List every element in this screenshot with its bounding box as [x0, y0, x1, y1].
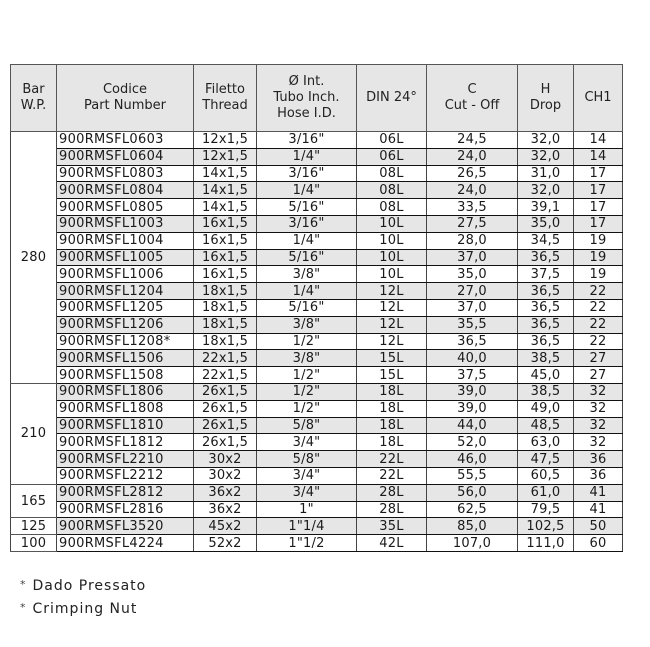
cell-ch1: 17: [574, 215, 623, 232]
cell-din: 35L: [357, 518, 427, 535]
cell-part-number: 900RMSFL1508: [57, 367, 194, 384]
cell-thread: 30x2: [194, 451, 257, 468]
cell-ch1: 22: [574, 283, 623, 300]
cell-drop: 79,5: [518, 501, 574, 518]
cell-ch1: 22: [574, 299, 623, 316]
cell-cut-off: 85,0: [427, 518, 518, 535]
cell-part-number: 900RMSFL0804: [57, 182, 194, 199]
cell-ch1: 27: [574, 367, 623, 384]
cell-cut-off: 27,5: [427, 215, 518, 232]
table-body: [11, 132, 623, 552]
cell-drop: 102,5: [518, 518, 574, 535]
cell-cut-off: 37,5: [427, 367, 518, 384]
cell-cut-off: 26,5: [427, 165, 518, 182]
cell-part-number: 900RMSFL2210: [57, 451, 194, 468]
cell-cut-off: 46,0: [427, 451, 518, 468]
cell-part-number: 900RMSFL2816: [57, 501, 194, 518]
cell-ch1: 27: [574, 350, 623, 367]
cell-hose-id: 5/16": [257, 199, 357, 216]
cell-thread: 18x1,5: [194, 299, 257, 316]
cell-din: 08L: [357, 165, 427, 182]
cell-drop: 36,5: [518, 249, 574, 266]
cell-part-number: 900RMSFL1808: [57, 400, 194, 417]
cell-hose-id: 3/8": [257, 350, 357, 367]
header-hose-id: Ø Int. Tubo Inch. Hose I.D.: [257, 65, 357, 132]
table-row: [11, 299, 623, 316]
cell-cut-off: 37,0: [427, 249, 518, 266]
cell-drop: 35,0: [518, 215, 574, 232]
cell-part-number: 900RMSFL1208*: [57, 333, 194, 350]
cell-cut-off: 24,0: [427, 182, 518, 199]
cell-hose-id: 3/16": [257, 132, 357, 149]
cell-drop: 36,5: [518, 299, 574, 316]
cell-ch1: 32: [574, 434, 623, 451]
cell-din: 10L: [357, 215, 427, 232]
cell-cut-off: 39,0: [427, 383, 518, 400]
cell-din: 12L: [357, 283, 427, 300]
table-header-row: [11, 65, 623, 132]
table-row: [11, 467, 623, 484]
cell-din: 15L: [357, 350, 427, 367]
cell-part-number: 900RMSFL1206: [57, 316, 194, 333]
header-cut-off: C Cut - Off: [427, 65, 518, 132]
cell-thread: 52x2: [194, 535, 257, 552]
cell-cut-off: 35,5: [427, 316, 518, 333]
cell-drop: 38,5: [518, 350, 574, 367]
cell-cut-off: 37,0: [427, 299, 518, 316]
cell-drop: 60,5: [518, 467, 574, 484]
cell-din: 06L: [357, 132, 427, 149]
cell-part-number: 900RMSFL1205: [57, 299, 194, 316]
cell-thread: 22x1,5: [194, 350, 257, 367]
cell-ch1: 41: [574, 484, 623, 501]
cell-ch1: 17: [574, 199, 623, 216]
cell-thread: 18x1,5: [194, 283, 257, 300]
cell-cut-off: 44,0: [427, 417, 518, 434]
table-row: [11, 148, 623, 165]
table-row: [11, 316, 623, 333]
cell-thread: 14x1,5: [194, 165, 257, 182]
cell-drop: 111,0: [518, 535, 574, 552]
cell-thread: 14x1,5: [194, 182, 257, 199]
header-thread: Filetto Thread: [194, 65, 257, 132]
cell-thread: 22x1,5: [194, 367, 257, 384]
cell-drop: 36,5: [518, 333, 574, 350]
cell-thread: 12x1,5: [194, 148, 257, 165]
cell-thread: 45x2: [194, 518, 257, 535]
cell-hose-id: 3/4": [257, 484, 357, 501]
cell-part-number: 900RMSFL1004: [57, 232, 194, 249]
cell-thread: 16x1,5: [194, 232, 257, 249]
table-row: [11, 232, 623, 249]
table-row: [11, 249, 623, 266]
cell-hose-id: 1/2": [257, 333, 357, 350]
cell-din: 15L: [357, 367, 427, 384]
cell-cut-off: 24,5: [427, 132, 518, 149]
cell-drop: 36,5: [518, 283, 574, 300]
cell-ch1: 22: [574, 333, 623, 350]
table-row: [11, 165, 623, 182]
cell-ch1: 36: [574, 451, 623, 468]
cell-din: 28L: [357, 484, 427, 501]
cell-din: 22L: [357, 451, 427, 468]
cell-hose-id: 1/4": [257, 232, 357, 249]
table-row: [11, 501, 623, 518]
cell-part-number: 900RMSFL2212: [57, 467, 194, 484]
cell-part-number: 900RMSFL1005: [57, 249, 194, 266]
table-row: [11, 350, 623, 367]
cell-cut-off: 56,0: [427, 484, 518, 501]
cell-hose-id: 5/16": [257, 249, 357, 266]
cell-part-number: 900RMSFL4224: [57, 535, 194, 552]
table-row: [11, 132, 623, 149]
cell-cut-off: 24,0: [427, 148, 518, 165]
cell-din: 08L: [357, 182, 427, 199]
cell-din: 12L: [357, 333, 427, 350]
cell-part-number: 900RMSFL0603: [57, 132, 194, 149]
cell-din: 18L: [357, 417, 427, 434]
cell-drop: 31,0: [518, 165, 574, 182]
cell-ch1: 19: [574, 249, 623, 266]
cell-cut-off: 40,0: [427, 350, 518, 367]
cell-ch1: 19: [574, 266, 623, 283]
cell-part-number: 900RMSFL1806: [57, 383, 194, 400]
cell-thread: 26x1,5: [194, 417, 257, 434]
cell-bar-wp: 165: [11, 484, 57, 518]
cell-hose-id: 5/8": [257, 451, 357, 468]
cell-ch1: 32: [574, 383, 623, 400]
cell-drop: 32,0: [518, 132, 574, 149]
cell-ch1: 22: [574, 316, 623, 333]
asterisk-marker: *: [20, 578, 27, 591]
cell-ch1: 32: [574, 400, 623, 417]
cell-part-number: 900RMSFL0604: [57, 148, 194, 165]
header-drop: H Drop: [518, 65, 574, 132]
cell-din: 18L: [357, 400, 427, 417]
footnotes: [20, 574, 146, 620]
cell-part-number: 900RMSFL0803: [57, 165, 194, 182]
cell-hose-id: 1": [257, 501, 357, 518]
cell-cut-off: 39,0: [427, 400, 518, 417]
cell-drop: 36,5: [518, 316, 574, 333]
cell-hose-id: 3/8": [257, 266, 357, 283]
cell-ch1: 17: [574, 165, 623, 182]
cell-cut-off: 55,5: [427, 467, 518, 484]
cell-part-number: 900RMSFL1204: [57, 283, 194, 300]
cell-din: 42L: [357, 535, 427, 552]
table-row: [11, 215, 623, 232]
cell-ch1: 60: [574, 535, 623, 552]
asterisk-marker: *: [20, 601, 27, 614]
fitting-spec-table: [10, 64, 623, 552]
cell-din: 10L: [357, 266, 427, 283]
table-row: [11, 434, 623, 451]
table-row: [11, 283, 623, 300]
cell-ch1: 32: [574, 417, 623, 434]
cell-thread: 12x1,5: [194, 132, 257, 149]
cell-drop: 48,5: [518, 417, 574, 434]
table-row: [11, 367, 623, 384]
cell-drop: 47,5: [518, 451, 574, 468]
cell-din: 10L: [357, 249, 427, 266]
cell-drop: 38,5: [518, 383, 574, 400]
cell-part-number: 900RMSFL1006: [57, 266, 194, 283]
cell-part-number: 900RMSFL1812: [57, 434, 194, 451]
cell-hose-id: 3/8": [257, 316, 357, 333]
cell-part-number: 900RMSFL1003: [57, 215, 194, 232]
cell-din: 10L: [357, 232, 427, 249]
cell-ch1: 14: [574, 148, 623, 165]
cell-hose-id: 5/16": [257, 299, 357, 316]
table-row: [11, 400, 623, 417]
cell-part-number: 900RMSFL1506: [57, 350, 194, 367]
cell-bar-wp: 280: [11, 132, 57, 384]
cell-ch1: 50: [574, 518, 623, 535]
cell-cut-off: 35,0: [427, 266, 518, 283]
cell-drop: 63,0: [518, 434, 574, 451]
cell-din: 08L: [357, 199, 427, 216]
cell-drop: 32,0: [518, 182, 574, 199]
cell-thread: 26x1,5: [194, 434, 257, 451]
table-row: [11, 266, 623, 283]
cell-cut-off: 36,5: [427, 333, 518, 350]
cell-thread: 14x1,5: [194, 199, 257, 216]
cell-hose-id: 3/4": [257, 467, 357, 484]
cell-thread: 36x2: [194, 484, 257, 501]
cell-thread: 18x1,5: [194, 316, 257, 333]
cell-ch1: 14: [574, 132, 623, 149]
cell-thread: 26x1,5: [194, 383, 257, 400]
cell-thread: 16x1,5: [194, 266, 257, 283]
table-row: [11, 535, 623, 552]
footnote-italian: [20, 574, 146, 597]
table-row: [11, 484, 623, 501]
cell-din: 18L: [357, 383, 427, 400]
footnote-text: Crimping Nut: [32, 601, 138, 617]
cell-din: 28L: [357, 501, 427, 518]
cell-cut-off: 33,5: [427, 199, 518, 216]
cell-thread: 30x2: [194, 467, 257, 484]
table-row: [11, 451, 623, 468]
cell-drop: 32,0: [518, 148, 574, 165]
cell-drop: 37,5: [518, 266, 574, 283]
cell-drop: 49,0: [518, 400, 574, 417]
cell-part-number: 900RMSFL3520: [57, 518, 194, 535]
cell-bar-wp: 100: [11, 535, 57, 552]
header-bar-wp: Bar W.P.: [11, 65, 57, 132]
table-row: [11, 383, 623, 400]
header-din: DIN 24°: [357, 65, 427, 132]
cell-cut-off: 27,0: [427, 283, 518, 300]
cell-drop: 39,1: [518, 199, 574, 216]
cell-part-number: 900RMSFL2812: [57, 484, 194, 501]
cell-hose-id: 1/4": [257, 283, 357, 300]
cell-din: 12L: [357, 316, 427, 333]
cell-ch1: 36: [574, 467, 623, 484]
cell-cut-off: 52,0: [427, 434, 518, 451]
cell-hose-id: 1"1/4: [257, 518, 357, 535]
cell-din: 18L: [357, 434, 427, 451]
cell-bar-wp: 125: [11, 518, 57, 535]
cell-hose-id: 1"1/2: [257, 535, 357, 552]
cell-part-number: 900RMSFL1810: [57, 417, 194, 434]
cell-hose-id: 3/16": [257, 215, 357, 232]
cell-hose-id: 1/4": [257, 182, 357, 199]
cell-ch1: 19: [574, 232, 623, 249]
cell-drop: 45,0: [518, 367, 574, 384]
cell-part-number: 900RMSFL0805: [57, 199, 194, 216]
cell-hose-id: 1/2": [257, 383, 357, 400]
cell-ch1: 17: [574, 182, 623, 199]
cell-din: 06L: [357, 148, 427, 165]
cell-din: 12L: [357, 299, 427, 316]
cell-cut-off: 28,0: [427, 232, 518, 249]
cell-hose-id: 1/4": [257, 148, 357, 165]
table-row: [11, 199, 623, 216]
footnote-text: Dado Pressato: [32, 578, 147, 594]
cell-hose-id: 1/2": [257, 367, 357, 384]
cell-ch1: 41: [574, 501, 623, 518]
cell-drop: 61,0: [518, 484, 574, 501]
cell-drop: 34,5: [518, 232, 574, 249]
cell-thread: 36x2: [194, 501, 257, 518]
cell-hose-id: 3/4": [257, 434, 357, 451]
cell-cut-off: 62,5: [427, 501, 518, 518]
cell-cut-off: 107,0: [427, 535, 518, 552]
footnote-english: [20, 597, 146, 620]
cell-bar-wp: 210: [11, 383, 57, 484]
cell-hose-id: 1/2": [257, 400, 357, 417]
table-row: [11, 518, 623, 535]
table-row: [11, 417, 623, 434]
cell-thread: 26x1,5: [194, 400, 257, 417]
table-row: [11, 182, 623, 199]
cell-hose-id: 5/8": [257, 417, 357, 434]
header-part-number: Codice Part Number: [57, 65, 194, 132]
cell-thread: 18x1,5: [194, 333, 257, 350]
cell-thread: 16x1,5: [194, 215, 257, 232]
table-row: [11, 333, 623, 350]
cell-thread: 16x1,5: [194, 249, 257, 266]
cell-hose-id: 3/16": [257, 165, 357, 182]
cell-din: 22L: [357, 467, 427, 484]
header-ch1: CH1: [574, 65, 623, 132]
